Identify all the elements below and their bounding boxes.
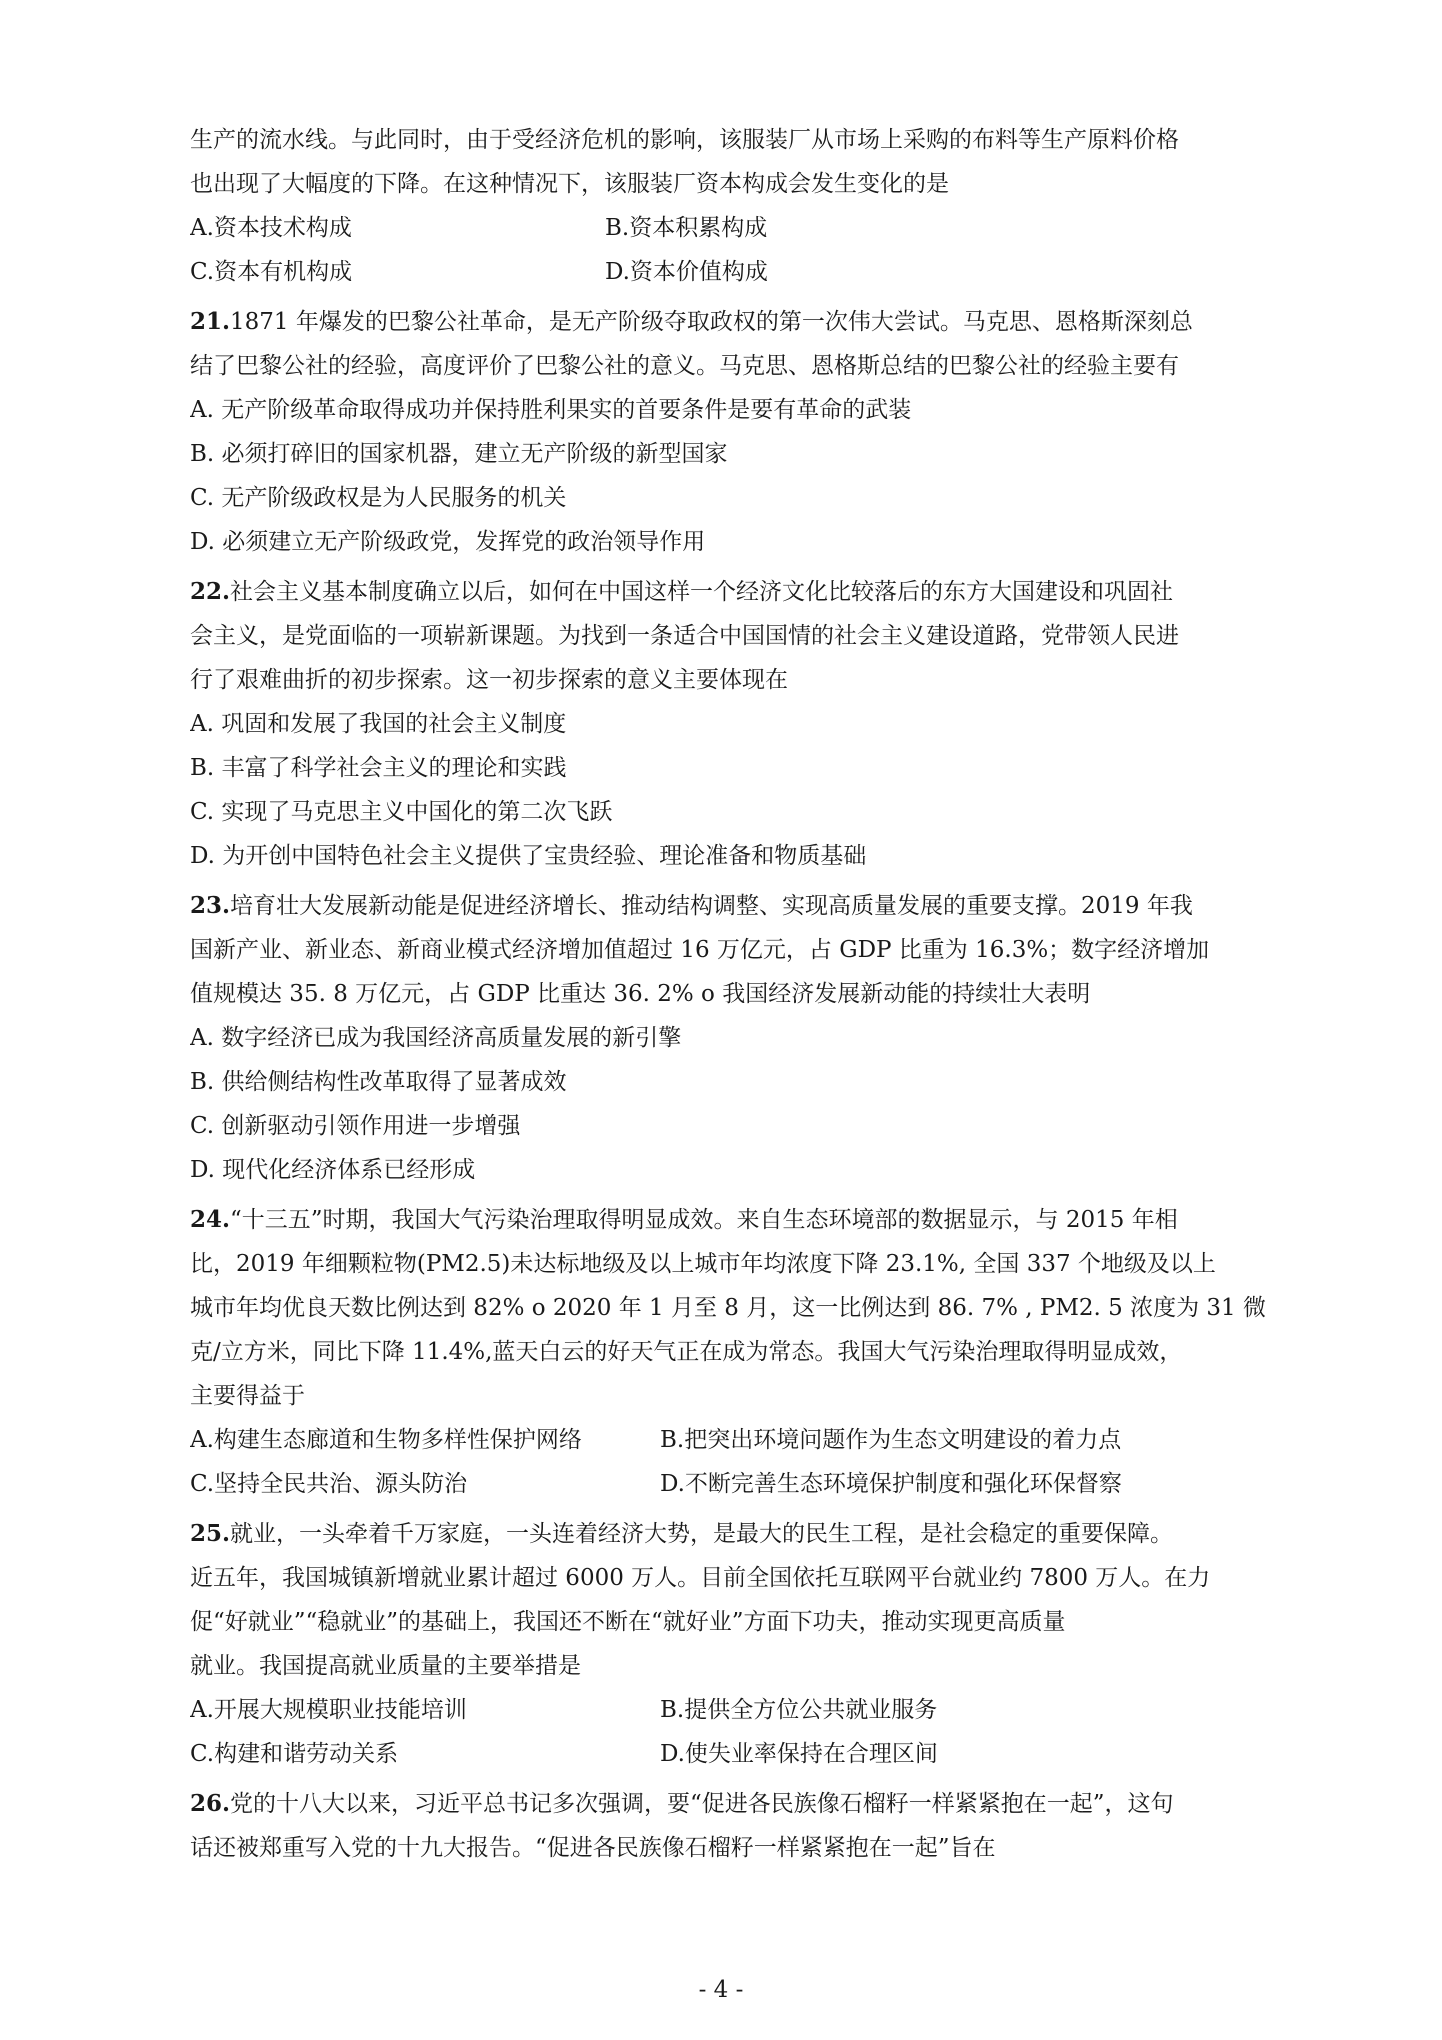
option-a: A.开展大规模职业技能培训	[190, 1697, 467, 1723]
question-25	[190, 1512, 1270, 1776]
question-text-line: 值规模达 35. 8 万亿元，占 GDP 比重达 36. 2% o 我国经济发展新动能的持续壮大表明	[190, 981, 1091, 1007]
question-26	[190, 1782, 1270, 1870]
option-c: C. 无产阶级政权是为人民服务的机关	[190, 485, 567, 511]
question-text: 党的十八大以来，习近平总书记多次强调，要“促进各民族像石榴籽一样紧紧抱在一起”，这句	[230, 1791, 1174, 1817]
question-text-line	[190, 570, 1270, 614]
option-c: C. 实现了马克思主义中国化的第二次飞跃	[190, 799, 613, 825]
option-b: B. 供给侧结构性改革取得了显著成效	[190, 1069, 567, 1095]
option-d: D.资本价值构成	[605, 259, 768, 285]
question-number: 26.	[190, 1790, 231, 1817]
question-23	[190, 884, 1270, 1192]
question-text-line: 结了巴黎公社的经验，高度评价了巴黎公社的意义。马克思、恩格斯总结的巴黎公社的经验主要有	[190, 353, 1179, 379]
option-b: B. 丰富了科学社会主义的理论和实践	[190, 755, 567, 781]
question-text: 培育壮大发展新动能是促进经济增长、推动结构调整、实现高质量发展的重要支撑。2019 年我	[230, 893, 1193, 919]
question-24	[190, 1198, 1270, 1506]
option-c: C.坚持全民共治、源头防治	[190, 1471, 468, 1497]
question-number: 22.	[190, 578, 231, 605]
option-c: C.资本有机构成	[190, 259, 353, 285]
question-text-line: 话还被郑重写入党的十九大报告。“促进各民族像石榴籽一样紧紧抱在一起”旨在	[190, 1835, 996, 1861]
question-text: 1871 年爆发的巴黎公社革命，是无产阶级夺取政权的第一次伟大尝试。马克思、恩格斯深刻总	[230, 309, 1193, 335]
question-20-continuation	[190, 118, 1270, 294]
option-b: B.把突出环境问题作为生态文明建设的着力点	[660, 1427, 1122, 1453]
option-b: B.资本积累构成	[605, 215, 768, 241]
question-number: 25.	[190, 1520, 231, 1547]
option-row	[190, 1418, 1270, 1462]
page-number: - 4 -	[698, 1977, 744, 2003]
question-text-line	[190, 1198, 1270, 1242]
option-row	[190, 1688, 1270, 1732]
option-d: D. 为开创中国特色社会主义提供了宝贵经验、理论准备和物质基础	[190, 843, 867, 869]
question-number: 21.	[190, 308, 231, 335]
option-b: B.提供全方位公共就业服务	[660, 1697, 938, 1723]
option-row	[190, 1732, 1270, 1776]
question-22	[190, 570, 1270, 878]
exam-page-body	[190, 118, 1270, 1870]
question-text-line	[190, 300, 1270, 344]
option-d: D.不断完善生态环境保护制度和强化环保督察	[660, 1471, 1122, 1497]
question-text-line: 也出现了大幅度的下降。在这种情况下，该服装厂资本构成会发生变化的是	[190, 171, 949, 197]
option-a: A. 无产阶级革命取得成功并保持胜利果实的首要条件是要有革命的武装	[190, 397, 912, 423]
question-21	[190, 300, 1270, 564]
option-row	[190, 206, 1270, 250]
question-text-line: 行了艰难曲折的初步探索。这一初步探索的意义主要体现在	[190, 667, 788, 693]
option-d: D.使失业率保持在合理区间	[660, 1741, 938, 1767]
option-a: A.资本技术构成	[190, 215, 352, 241]
question-text-line: 比，2019 年细颗粒物(PM2.5)未达标地级及以上城市年均浓度下降 23.1%, 全国 337 个地级及以上	[190, 1251, 1216, 1277]
option-a: A. 巩固和发展了我国的社会主义制度	[190, 711, 567, 737]
question-text-line: 促“好就业”“稳就业”的基础上，我国还不断在“就好业”方面下功夫，推动实现更高质量	[190, 1609, 1066, 1635]
question-text: 就业，一头牵着千万家庭，一头连着经济大势，是最大的民生工程，是社会稳定的重要保障。	[230, 1521, 1174, 1547]
question-text: “十三五”时期，我国大气污染治理取得明显成效。来自生态环境部的数据显示，与 2015 年相	[230, 1207, 1178, 1233]
question-text-line: 就业。我国提高就业质量的主要举措是	[190, 1653, 581, 1679]
option-row	[190, 250, 1270, 294]
question-text-line: 生产的流水线。与此同时，由于受经济危机的影响，该服装厂从市场上采购的布料等生产原料价格	[190, 127, 1179, 153]
question-text-line: 会主义，是党面临的一项崭新课题。为找到一条适合中国国情的社会主义建设道路，党带领人民进	[190, 623, 1179, 649]
option-d: D. 现代化经济体系已经形成	[190, 1157, 476, 1183]
question-text-line: 城市年均优良天数比例达到 82% o 2020 年 1 月至 8 月，这一比例达到 86. 7% , PM2. 5 浓度为 31 微	[190, 1295, 1266, 1321]
option-c: C.构建和谐劳动关系	[190, 1741, 399, 1767]
question-text-line: 克/立方米，同比下降 11.4%,蓝天白云的好天气正在成为常态。我国大气污染治理取得明显成效，	[190, 1339, 1183, 1365]
question-text-line: 国新产业、新业态、新商业模式经济增加值超过 16 万亿元，占 GDP 比重为 16.3%；数字经济增加	[190, 937, 1210, 963]
question-number: 23.	[190, 892, 231, 919]
option-a: A. 数字经济已成为我国经济高质量发展的新引擎	[190, 1025, 682, 1051]
question-number: 24.	[190, 1206, 231, 1233]
option-row	[190, 1462, 1270, 1506]
question-text-line: 近五年，我国城镇新增就业累计超过 6000 万人。目前全国依托互联网平台就业约 7800 万人。在力	[190, 1565, 1211, 1591]
option-b: B. 必须打碎旧的国家机器，建立无产阶级的新型国家	[190, 441, 728, 467]
question-text: 社会主义基本制度确立以后，如何在中国这样一个经济文化比较落后的东方大国建设和巩固社	[230, 579, 1174, 605]
question-text-line	[190, 1782, 1270, 1826]
question-text-line	[190, 884, 1270, 928]
question-text-line	[190, 1512, 1270, 1556]
option-c: C. 创新驱动引领作用进一步增强	[190, 1113, 521, 1139]
option-a: A.构建生态廊道和生物多样性保护网络	[190, 1427, 582, 1453]
option-d: D. 必须建立无产阶级政党，发挥党的政治领导作用	[190, 529, 706, 555]
question-text-line: 主要得益于	[190, 1383, 305, 1409]
